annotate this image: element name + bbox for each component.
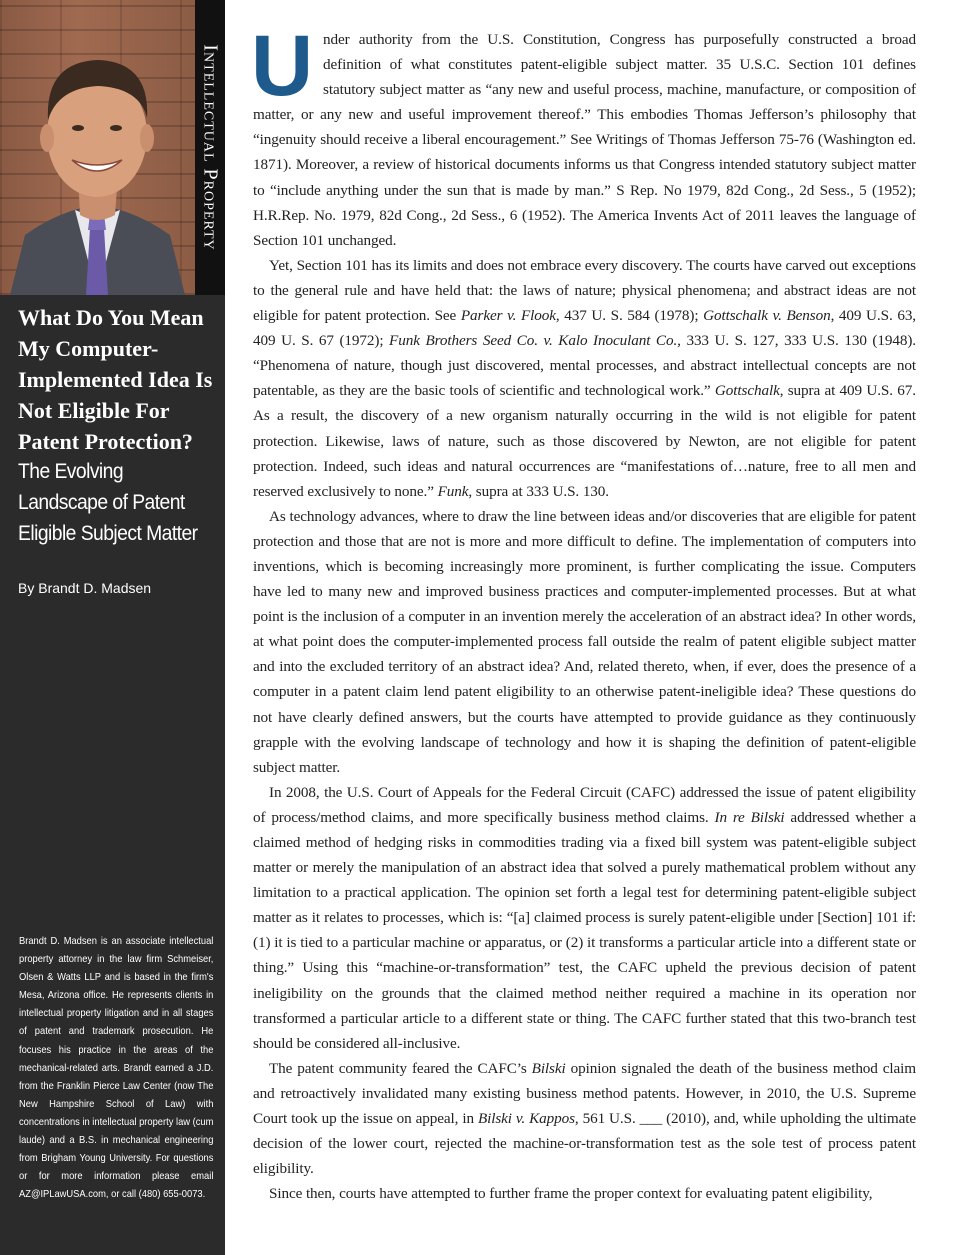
case-citation: Bilski [531, 1059, 566, 1077]
case-citation: Funk [437, 482, 469, 500]
text: , supra at 333 U.S. 130. [468, 482, 609, 500]
paragraph-1-text: nder authority from the U.S. Constitution, Congress has purposefully constructed a broad definition of what constitutes patent-eligible subject matter. 35 U.S.C. Section 101 defines statutory subject matter as “any new and useful process, machine, manufacture, or composition of matter, or any new and useful improvement thereof.” This embodies Thomas Jefferson’s philosophy that “ingenuity should receive a liberal encouragement.” See Writings of Thomas Jefferson 75-76 (Washington ed. 1871). Moreover, a review of historical documents informs us that Congress intended statutory subject matter to “include anything under the sun that is made by man.” S Rep. No 1979, 82d Cong., 2d Sess., 5 (1952); H.R.Rep. No. 1979, 82d Cong., 2d Sess., 6 (1952). The America Invents Act of 2011 leaves the language of Section 101 unchanged. [253, 31, 916, 249]
case-citation: Gottschalk v. Benson [703, 307, 831, 325]
case-citation: Parker v. Flook [460, 307, 556, 325]
paragraph-2 [253, 253, 916, 504]
text: In 2008, the U.S. Court of Appeals for the Federal Circuit (CAFC) addressed the issue of patent eligibility of process/method claims, and more specifically business method claims. [253, 783, 916, 826]
paragraph-3: As technology advances, where to draw the line between ideas and/or discoveries that are eligible for patent protection and those that are not is more and more difficult to define. The implementation of computers into inventions, which is becoming increasingly more prominent, is further complicating the issue. Computers have led to many new and improved business practices and computer-implemented processes. But at what point is the inclusion of a computer in an invention merely the acceleration of an abstract idea? In other words, at what point does the computer-implemented process fall outside the realm of patent eligible subject matter and into the excluded territory of an abstract idea? And, related thereto, when, if ever, does the presence of a computer in a patent claim lend patent eligibility to an otherwise patent-ineligible idea? These questions do not have clearly defined answers, but the courts have attempted to provide guidance as they continuously grapple with the evolving landscape of technology and how it is shaping the definition of patent-eligible subject matter. [253, 507, 916, 776]
paragraph-1 [251, 18, 916, 253]
text: , supra at 409 U.S. 67. As a result, the discovery of a new organism naturally occurring in the wild is not eligible for patent protection. Likewise, laws of nature, such as those discovered by Newton, are not eligible for patent protection. Indeed, such ideas and natural occurrences are “manifestations of…nature, free to all men and reserved exclusively to none.” [253, 382, 916, 500]
article-subhead: The Evolving Landscape of Patent Eligible Subject Matter [18, 460, 198, 545]
author-headshot-illustration [0, 0, 195, 295]
drop-cap: U [251, 18, 314, 114]
case-citation: In re Bilski [714, 808, 785, 826]
text: , 561 U.S. ___ (2010), and, while upholding the ultimate decision of the lower court, rejected the machine-or-transformation test as the sole test of process patent eligibility. [253, 1110, 917, 1178]
case-citation: Gottschalk [714, 382, 780, 400]
paragraph-6: Since then, courts have attempted to further frame the proper context for evaluating patent eligibility, [269, 1185, 873, 1203]
text: addressed whether a claimed method of hedging risks in commodities trading via a fixed bill system was patent-eligible subject matter or merely the manipulation of an abstract idea that solved a purely mathematical problem without any limitation to a practical application. The opinion set forth a legal test for determining patent-eligible subject matter as it relates to processes, which is: “[a] claimed process is surely patent-eligible under [Section] 101 if: (1) it is tied to a particular machine or apparatus, or (2) it transforms a particular article into a different state or thing.” Using this “machine-or-transformation” test, the CAFC upheld the previous decision of patent ineligibility on the grounds that the claimed method neither required a machine in its operation nor transformed a particular article to a different state or thing. The CAFC further stated that this two-branch test should be considered all-inclusive. [253, 808, 916, 1052]
text: opinion signaled the death of the business method claim and retroactively invalidated many existing business method patents. However, in 2010, the U.S. Supreme Court took up the issue on appeal, in [253, 1059, 916, 1128]
text: , 409 U.S. 63, 409 U. S. 67 (1972); [253, 307, 917, 350]
author-photo [0, 0, 195, 295]
sidebar [0, 0, 225, 1255]
section-title-text: Intellectual Property [199, 44, 222, 251]
text: Yet, Section 101 has its limits and does not embrace every discovery. The courts have carved out exceptions to the general rule and have held that: the laws of nature; physical phenomena; and abstract ideas are not eligible for patent protection. See [253, 256, 916, 325]
section-title [195, 0, 225, 295]
byline: By Brandt D. Madsen [18, 580, 152, 596]
article-headline: What Do You Mean My Computer-Implemented Idea Is Not Eligible For Patent Protection? [18, 305, 213, 454]
case-citation: Funk Brothers Seed Co. v. Kalo Inoculant Co. [389, 332, 678, 350]
author-bio: Brandt D. Madsen is an associate intellectual property attorney in the law firm Schmeiser, Olsen & Watts LLP and is based in the firm's Mesa, Arizona office. He represents clients in intellectual property litigation and in all stages of patent and trademark prosecution. He focuses his practice in the areas of the mechanical-related arts. Brandt earned a J.D. from the Franklin Pierce Law Center (now The New Hampshire School of Law) with concentrations in intellectual property law (cum laude) and a B.S. in mechanical engineering from Brigham Young University. For questions or for more information please email AZ@IPLawUSA.com, or call (480) 655-0073. [19, 936, 214, 1201]
paragraph-5 [253, 1056, 916, 1181]
text: The patent community feared the CAFC’s [269, 1059, 532, 1077]
article-body [251, 18, 917, 1206]
text: , 333 U. S. 127, 333 U.S. 130 (1948). “Phenomena of nature, though just discovered, mental processes, and abstract intellectual concepts are not patentable, as they are the basic tools of scientific and technological work.” [253, 332, 917, 400]
text: , 437 U. S. 584 (1978); [555, 307, 704, 325]
paragraph-4 [253, 780, 916, 1056]
case-citation: Bilski v. Kappos [477, 1110, 575, 1128]
